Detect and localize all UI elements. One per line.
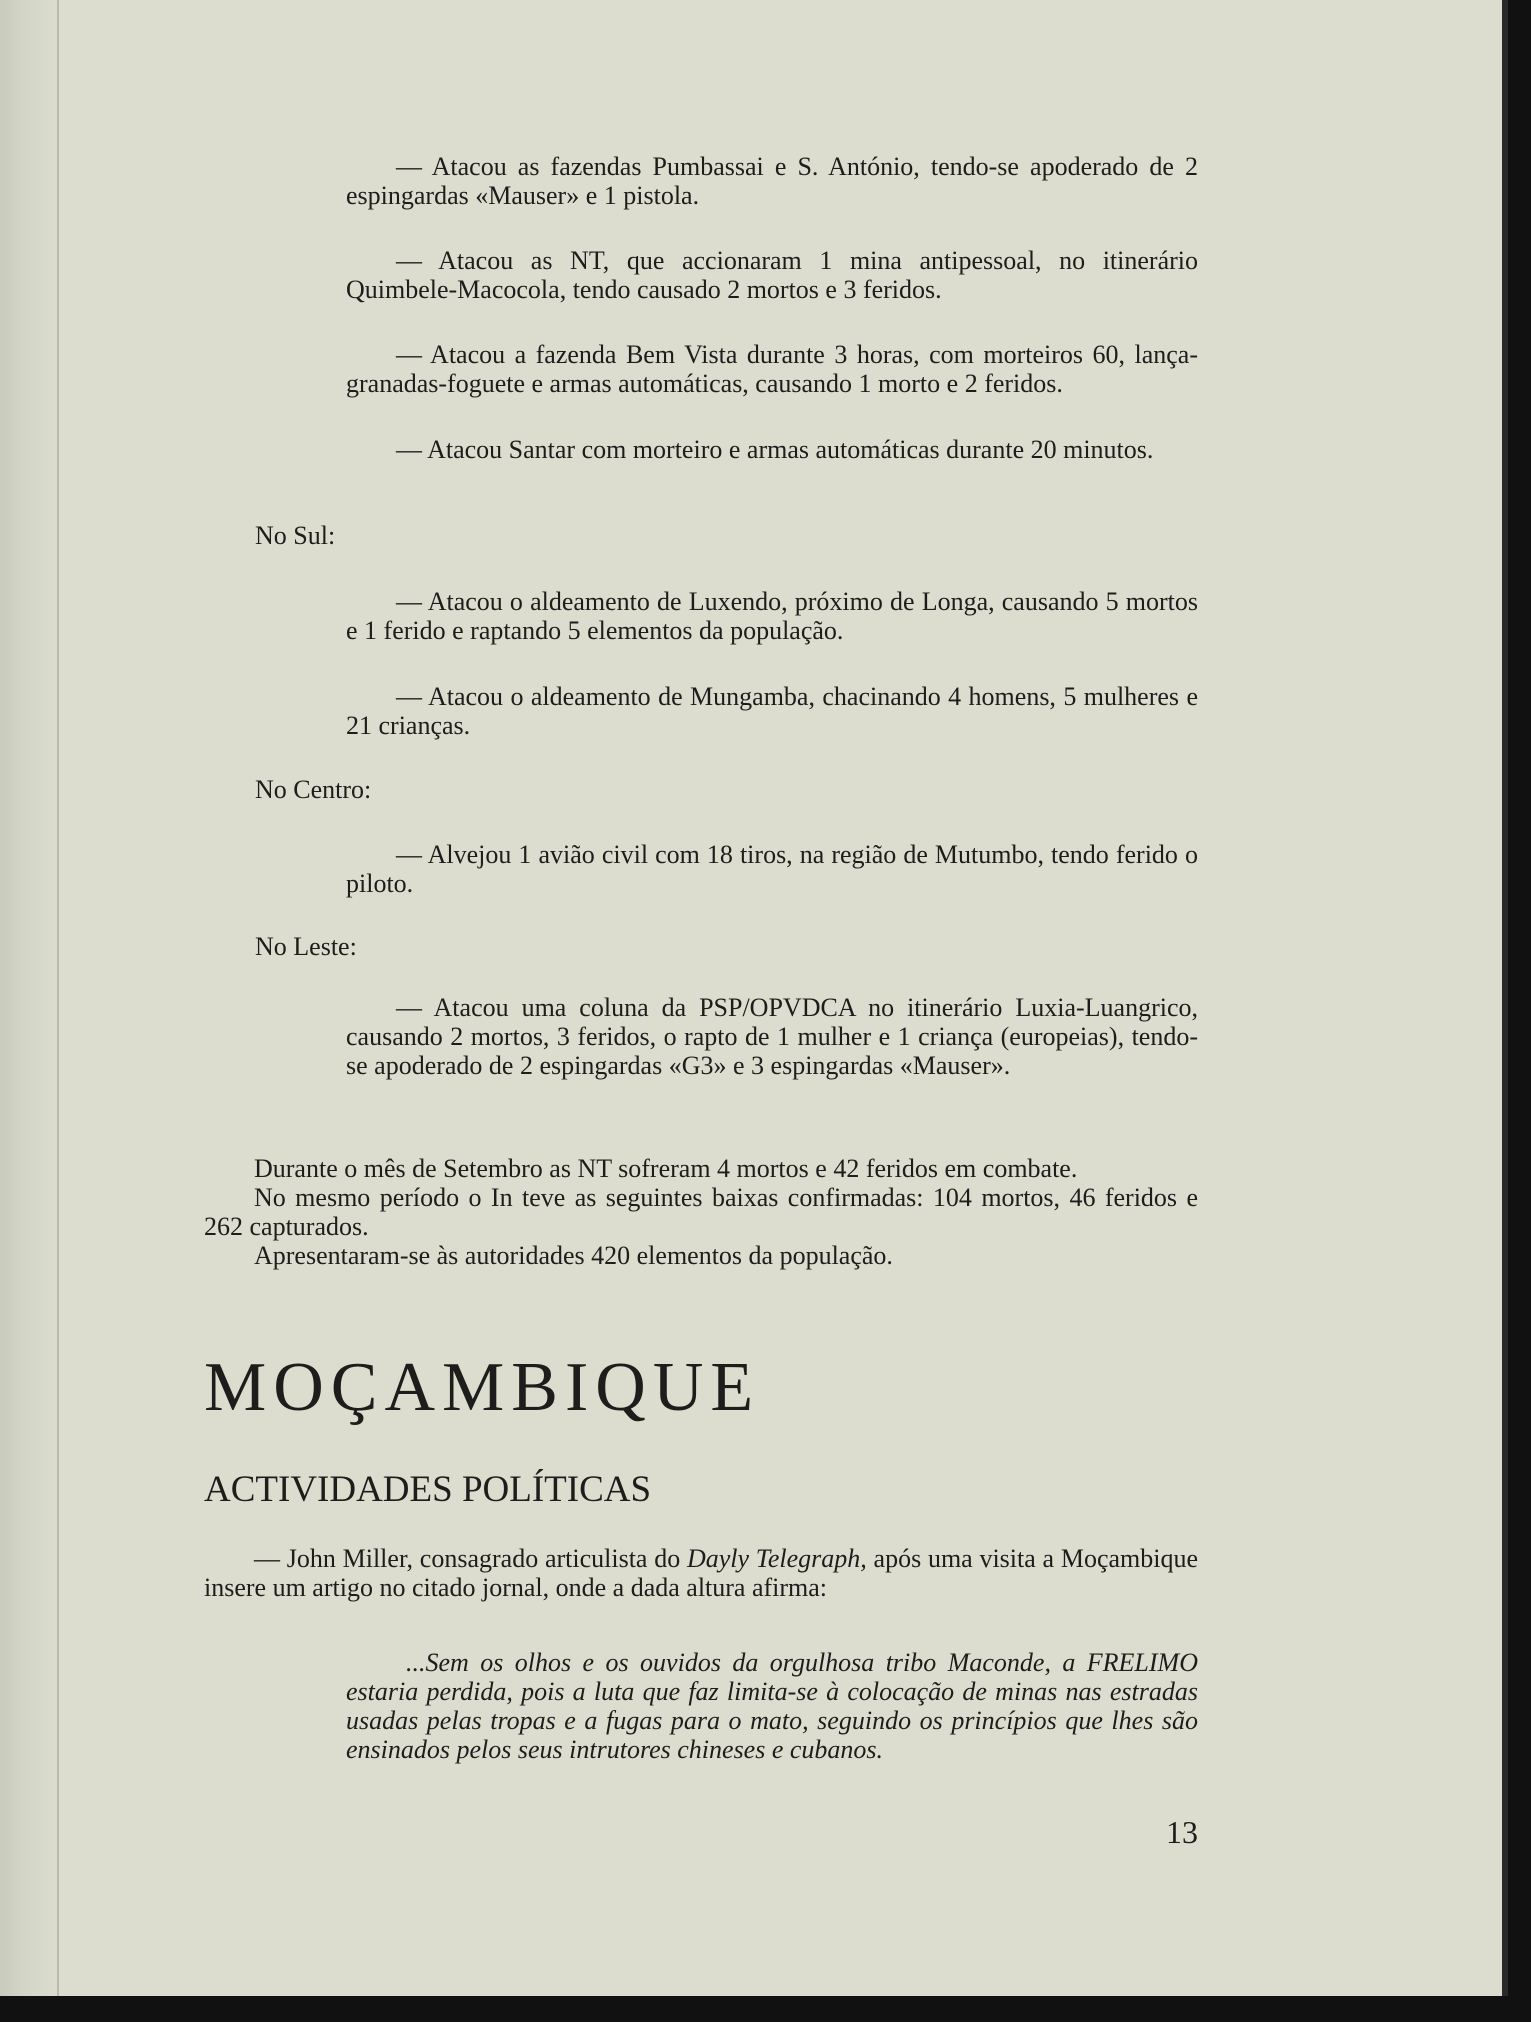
- paragraph-pumbassai: — Atacou as fazendas Pumbassai e S. António, tendo-se apoderado de 2 espingardas «Mauser» e 1 pistola.: [346, 152, 1198, 210]
- newspaper-title: Dayly Telegraph,: [686, 1544, 867, 1573]
- region-label-sul: No Sul:: [255, 521, 336, 550]
- summary-population: Apresentaram-se às autoridades 420 elementos da população.: [254, 1241, 893, 1270]
- region-label-centro: No Centro:: [255, 775, 372, 804]
- binding-line: [57, 0, 59, 1996]
- summary-in-casualties: No mesmo período o In teve as seguintes baixas confirmadas: 104 mortos, 46 feridos e 262 capturados.: [204, 1183, 1198, 1241]
- paragraph-quimbele: — Atacou as NT, que accionaram 1 mina antipessoal, no itinerário Quimbele-Macocola, tendo causado 2 mortos e 3 feridos.: [346, 246, 1198, 304]
- section-heading-mocambique: MOÇAMBIQUE: [204, 1349, 761, 1426]
- paragraph-mutumbo: — Alvejou 1 avião civil com 18 tiros, na região de Mutumbo, tendo ferido o piloto.: [346, 840, 1198, 898]
- binding-fold: [0, 0, 58, 1996]
- region-label-leste: No Leste:: [255, 932, 357, 961]
- subsection-heading-political: ACTIVIDADES POLÍTICAS: [204, 1469, 652, 1510]
- page-edge: [1502, 0, 1508, 1996]
- miller-intro: — John Miller, consagrado articulista do: [254, 1544, 681, 1573]
- page-number: 13: [1166, 1814, 1198, 1850]
- paragraph-luxendo: — Atacou o aldeamento de Luxendo, próximo de Longa, causando 5 mortos e 1 ferido e raptando 5 elementos da população.: [346, 587, 1198, 645]
- summary-nt-casualties: Durante o mês de Setembro as NT sofreram 4 mortos e 42 feridos em combate.: [254, 1154, 1078, 1183]
- paragraph-bem-vista: — Atacou a fazenda Bem Vista durante 3 horas, com morteiros 60, lança-granadas-foguete e armas automáticas, causando 1 morto e 2 feridos.: [346, 340, 1198, 398]
- paragraph-mungamba: — Atacou o aldeamento de Mungamba, chacinando 4 homens, 5 mulheres e 21 crianças.: [346, 682, 1198, 740]
- paragraph-john-miller: [204, 1544, 1198, 1602]
- quote-frelimo: ...Sem os olhos e os ouvidos da orgulhosa tribo Maconde, a FRELIMO estaria perdida, pois a luta que faz limita-se à colocação de minas nas estradas usadas pelas tropas e a fugas para o mato, seguindo os princípios que lhes são ensinados pelos seus intrutores chineses e cubanos.: [346, 1648, 1198, 1764]
- miller-rest: após uma visita a Moçambique insere um artigo no citado jornal, onde a dada altura afirma:: [204, 1544, 1199, 1602]
- paragraph-santar: — Atacou Santar com morteiro e armas automáticas durante 20 minutos.: [396, 435, 1154, 464]
- paragraph-luxia: — Atacou uma coluna da PSP/OPVDCA no itinerário Luxia-Luangrico, causando 2 mortos, 3 feridos, o rapto de 1 mulher e 1 criança (europeias), tendo-se apoderado de 2 espingardas «G3» e 3 espingardas «Mauser».: [346, 993, 1198, 1080]
